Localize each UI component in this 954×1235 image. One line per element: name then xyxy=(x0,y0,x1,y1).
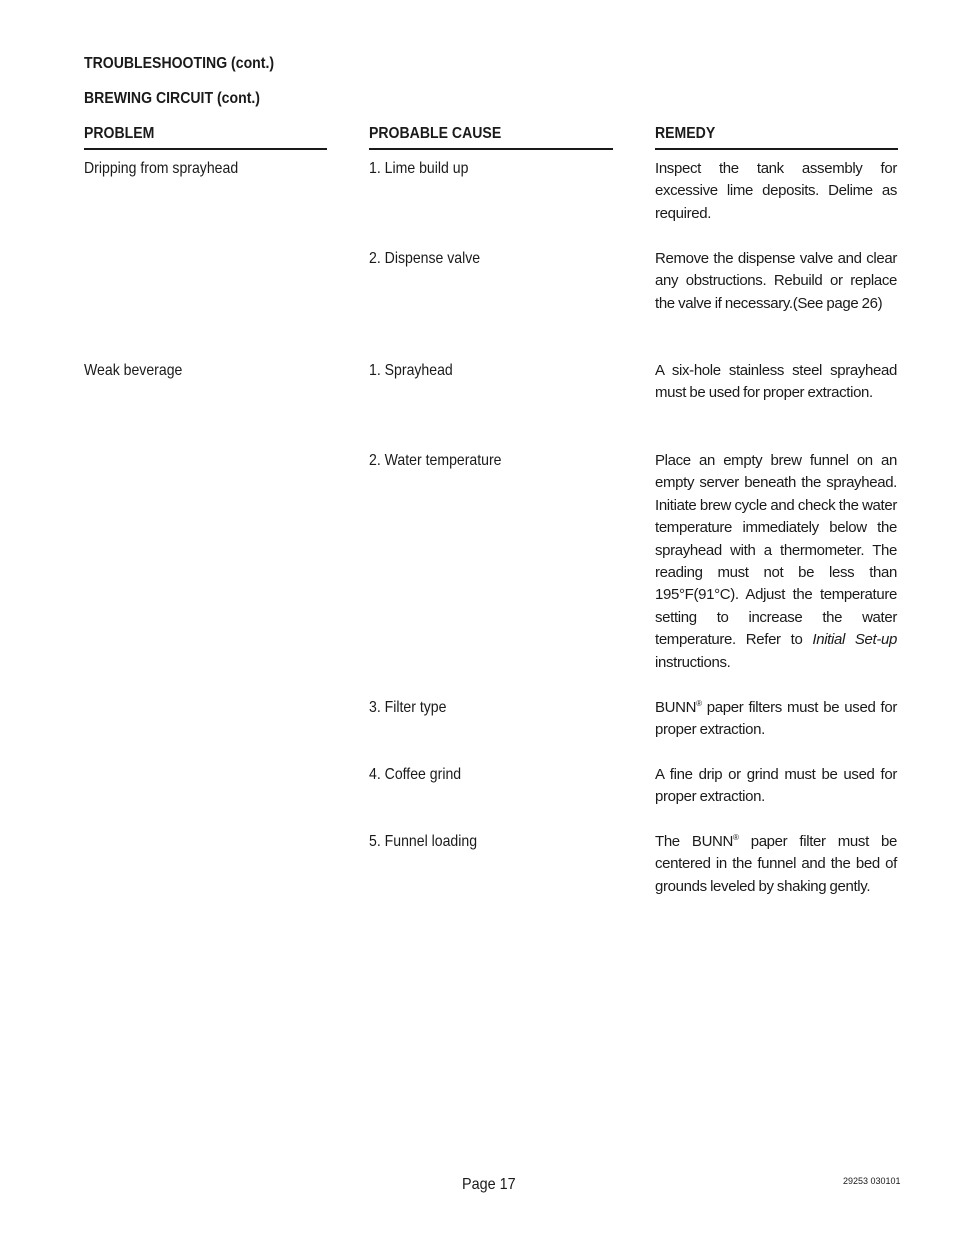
remedy-funnel-loading xyxy=(655,831,897,898)
remedy-sprayhead: A six-hole stainless steel sprayhead must be used for proper extraction. xyxy=(655,362,897,402)
cause-water-temperature: 2. Water temperature xyxy=(369,452,502,469)
remedy-lime-build-up: Inspect the tank assembly for excessive lime deposits. Delime as required. xyxy=(655,160,897,222)
remedy-funnel-loading-text: paper filter must be centered in the funnel and the bed of grounds leveled by shaking gently. xyxy=(655,833,898,895)
section-heading: TROUBLESHOOTING (cont.) xyxy=(84,55,275,72)
remedy-water-temperature-text-end: instructions. xyxy=(655,653,731,671)
column-header-remedy: REMEDY xyxy=(655,125,898,150)
cause-funnel-loading: 5. Funnel loading xyxy=(369,833,478,850)
cause-filter-type: 3. Filter type xyxy=(369,699,447,716)
remedy-water-temperature-text: Place an empty brew funnel on an empty server beneath the sprayhead. Initiate brew cycle and check the water temperature immediately below the sprayhead with a thermometer. The reading must not be less than 195°F(91°C). Adjust the temperature setting to increase the water temperature. Refer to xyxy=(655,452,897,649)
cause-dispense-valve: 2. Dispense valve xyxy=(369,250,481,267)
remedy-coffee-grind: A fine drip or grind must be used for proper extraction. xyxy=(655,766,897,806)
remedy-filter-type-brand: BUNN xyxy=(655,699,697,716)
problem-dripping-from-sprayhead: Dripping from sprayhead xyxy=(84,160,239,177)
remedy-filter-type-text: paper filters must be used for proper extraction. xyxy=(655,699,897,739)
cause-coffee-grind: 4. Coffee grind xyxy=(369,766,462,783)
subsection-heading: BREWING CIRCUIT (cont.) xyxy=(84,90,260,107)
registered-mark: ® xyxy=(733,833,739,842)
remedy-water-temperature xyxy=(655,450,897,674)
column-header-probable-cause: PROBABLE CAUSE xyxy=(369,125,613,150)
problem-weak-beverage: Weak beverage xyxy=(84,362,183,379)
document-code: 29253 030101 xyxy=(843,1176,901,1186)
cause-sprayhead: 1. Sprayhead xyxy=(369,362,453,379)
remedy-filter-type xyxy=(655,697,897,742)
remedy-dispense-valve: Remove the dispense valve and clear any obstructions. Rebuild or replace the valve if necessary.(See page 26) xyxy=(655,250,897,312)
remedy-funnel-loading-brand: The BUNN xyxy=(655,833,734,850)
page-number: Page 17 xyxy=(462,1176,516,1193)
registered-mark: ® xyxy=(696,699,702,708)
cause-lime-build-up: 1. Lime build up xyxy=(369,160,469,177)
initial-set-up-reference: Initial Set-up xyxy=(812,631,897,649)
column-header-problem: PROBLEM xyxy=(84,125,327,150)
